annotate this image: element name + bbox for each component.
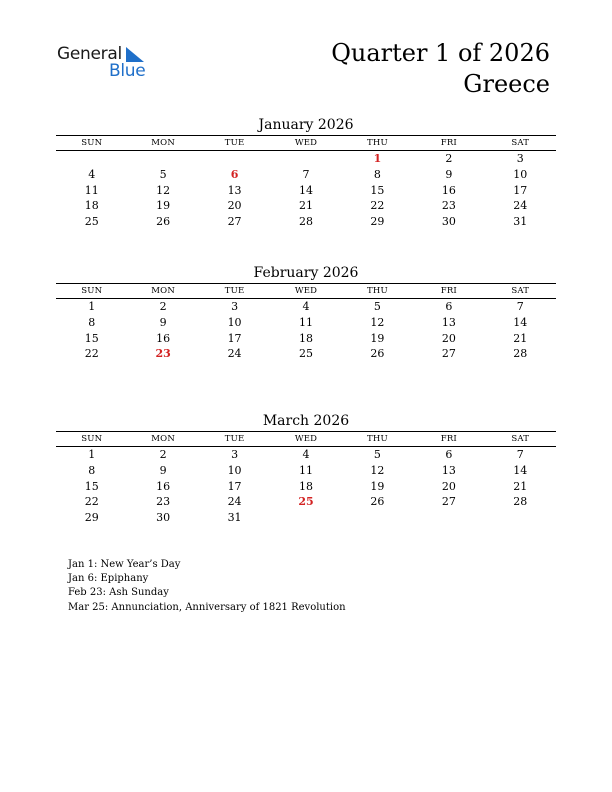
calendar-day [270, 151, 341, 167]
calendar-day: 15 [84, 331, 99, 345]
calendar-day: 29 [84, 511, 99, 525]
calendar-day: 4 [302, 300, 310, 313]
weekday-label: WED [294, 286, 318, 296]
holiday-day: 6 [230, 167, 239, 181]
weekday-label: FRI [440, 286, 457, 296]
weekday-label: FRI [440, 434, 457, 444]
week-row [56, 151, 556, 167]
calendar-day [342, 510, 413, 526]
weekday-label: WED [294, 434, 318, 444]
logo [57, 44, 157, 84]
calendar-day: 3 [231, 300, 239, 313]
week-row [56, 447, 556, 463]
week-row [56, 183, 556, 199]
calendar-day: 21 [513, 479, 528, 493]
month-march [56, 412, 556, 526]
calendar-day: 27 [441, 347, 456, 361]
week-row [56, 315, 556, 331]
week-row [56, 463, 556, 479]
week-row [56, 346, 556, 362]
logo-general-text: General [57, 44, 122, 64]
calendar-day: 9 [159, 315, 167, 329]
calendar-day: 24 [227, 347, 242, 361]
calendar-day: 1 [88, 300, 96, 313]
calendar-day: 27 [441, 495, 456, 509]
calendar-day: 5 [373, 300, 381, 313]
weekday-label: THU [366, 434, 388, 444]
calendar-day: 24 [227, 495, 242, 509]
holiday-note: Feb 23: Ash Sunday [68, 587, 169, 599]
weekday-header [56, 431, 556, 447]
calendar-day: 17 [227, 479, 242, 493]
calendar-day: 7 [302, 167, 310, 181]
week-row [56, 494, 556, 510]
calendar-day: 26 [370, 347, 385, 361]
calendar-day: 8 [88, 463, 96, 477]
week-row [56, 299, 556, 315]
calendar-day: 25 [84, 215, 99, 229]
calendar-day: 10 [227, 315, 242, 329]
calendar-day [199, 151, 270, 167]
calendar-day: 2 [159, 300, 167, 313]
calendar-day: 30 [156, 511, 171, 525]
quarter-title: Quarter 1 of 2026 [331, 39, 550, 67]
weekday-label: SAT [511, 138, 530, 148]
month-january [56, 116, 556, 230]
calendar-day: 16 [156, 331, 171, 345]
calendar-day: 8 [88, 315, 96, 329]
weekday-label: TUE [224, 434, 245, 444]
logo-triangle-icon [126, 47, 144, 62]
calendar-day: 13 [227, 183, 242, 197]
calendar-day: 11 [84, 183, 99, 197]
calendar-day: 18 [84, 199, 99, 213]
logo-blue-text: Blue [109, 61, 146, 81]
calendar-day: 29 [370, 215, 385, 229]
calendar-day: 6 [445, 448, 453, 461]
calendar-day: 26 [156, 215, 171, 229]
holiday-notes [68, 558, 346, 615]
week-row [56, 479, 556, 495]
calendar-day: 3 [231, 448, 239, 461]
weekday-label: THU [366, 138, 388, 148]
calendar-day: 4 [88, 167, 96, 181]
holiday-day: 25 [298, 495, 314, 509]
calendar-day: 22 [370, 199, 385, 213]
calendar-day: 23 [441, 199, 456, 213]
weeks [56, 447, 556, 526]
calendar-day: 16 [156, 479, 171, 493]
calendar-day: 20 [441, 479, 456, 493]
calendar-day: 9 [159, 463, 167, 477]
calendar-day: 31 [513, 215, 528, 229]
calendar-day: 27 [227, 215, 242, 229]
calendar-day: 14 [513, 315, 528, 329]
calendar-day: 19 [156, 199, 171, 213]
calendar-day: 13 [441, 315, 456, 329]
calendar-day: 10 [227, 463, 242, 477]
calendar-day [270, 510, 341, 526]
calendar-day: 28 [513, 347, 528, 361]
calendar-day: 11 [298, 315, 313, 329]
holiday-note: Jan 1: New Year’s Day [68, 559, 181, 570]
month-february [56, 264, 556, 362]
weekday-label: MON [151, 138, 175, 148]
week-row [56, 331, 556, 347]
calendar-day: 22 [84, 347, 99, 361]
week-row [56, 198, 556, 214]
weekday-header [56, 283, 556, 299]
calendar-day: 14 [298, 183, 313, 197]
weeks [56, 151, 556, 230]
calendar-day: 25 [298, 347, 313, 361]
weekday-label: SUN [81, 434, 103, 444]
calendar-day: 8 [373, 167, 381, 181]
calendar-day: 7 [516, 300, 524, 313]
calendar-day: 21 [298, 199, 313, 213]
week-row [56, 510, 556, 526]
calendar-day: 9 [445, 167, 453, 181]
calendar-day: 5 [159, 167, 167, 181]
weekday-label: WED [294, 138, 318, 148]
calendar-day: 2 [159, 448, 167, 461]
calendar-day: 12 [156, 183, 171, 197]
weekday-label: SAT [511, 434, 530, 444]
calendar-day: 31 [227, 511, 242, 525]
week-row [56, 167, 556, 183]
calendar-day: 23 [156, 495, 171, 509]
calendar-day [56, 151, 127, 167]
calendar-day: 15 [84, 479, 99, 493]
calendar-day: 24 [513, 199, 528, 213]
calendar-day: 19 [370, 331, 385, 345]
weekday-label: TUE [224, 138, 245, 148]
calendar-day: 22 [84, 495, 99, 509]
weekday-label: MON [151, 286, 175, 296]
calendar-day: 2 [445, 152, 453, 165]
holiday-note: Jan 6: Epiphany [68, 573, 149, 585]
calendar-day: 21 [513, 331, 528, 345]
calendar-day: 18 [298, 479, 313, 493]
calendar-day [413, 510, 484, 526]
weekday-header [56, 135, 556, 151]
calendar-day: 7 [516, 448, 524, 461]
calendar-day: 17 [513, 183, 528, 197]
weekday-label: THU [366, 286, 388, 296]
weekday-label: FRI [440, 138, 457, 148]
calendar-day: 20 [441, 331, 456, 345]
calendar-day: 6 [445, 300, 453, 313]
calendar-day: 13 [441, 463, 456, 477]
month-title: January 2026 [258, 117, 354, 133]
calendar-day: 5 [373, 448, 381, 461]
weeks [56, 299, 556, 362]
weekday-label: TUE [224, 286, 245, 296]
calendar-day: 20 [227, 199, 242, 213]
holiday-note: Mar 25: Annunciation, Anniversary of 1821 Revolution [68, 601, 346, 613]
calendar-day: 18 [298, 331, 313, 345]
weekday-label: SUN [81, 286, 103, 296]
holiday-day: 1 [373, 152, 382, 165]
calendar-day: 11 [298, 463, 313, 477]
country-title: Greece [463, 70, 550, 98]
header-title [331, 38, 550, 100]
weekday-label: SAT [511, 286, 530, 296]
calendar-day [127, 151, 198, 167]
calendar-day: 1 [88, 448, 96, 461]
calendar-day: 17 [227, 331, 242, 345]
calendar-day: 28 [513, 495, 528, 509]
calendar-day: 14 [513, 463, 528, 477]
weekday-label: MON [151, 434, 175, 444]
month-title: February 2026 [253, 265, 359, 281]
calendar-day: 12 [370, 315, 385, 329]
calendar-day: 4 [302, 448, 310, 461]
week-row [56, 214, 556, 230]
holiday-day: 23 [155, 347, 171, 361]
calendar-day: 28 [298, 215, 313, 229]
calendar-day: 3 [516, 152, 524, 165]
weekday-label: SUN [81, 138, 103, 148]
calendar-day: 19 [370, 479, 385, 493]
month-title: March 2026 [262, 413, 350, 429]
calendar-day: 30 [441, 215, 456, 229]
calendar-day: 16 [441, 183, 456, 197]
calendar-day: 26 [370, 495, 385, 509]
calendar-day: 15 [370, 183, 385, 197]
calendar-day [485, 510, 556, 526]
calendar-day: 10 [513, 167, 528, 181]
calendar-day: 12 [370, 463, 385, 477]
